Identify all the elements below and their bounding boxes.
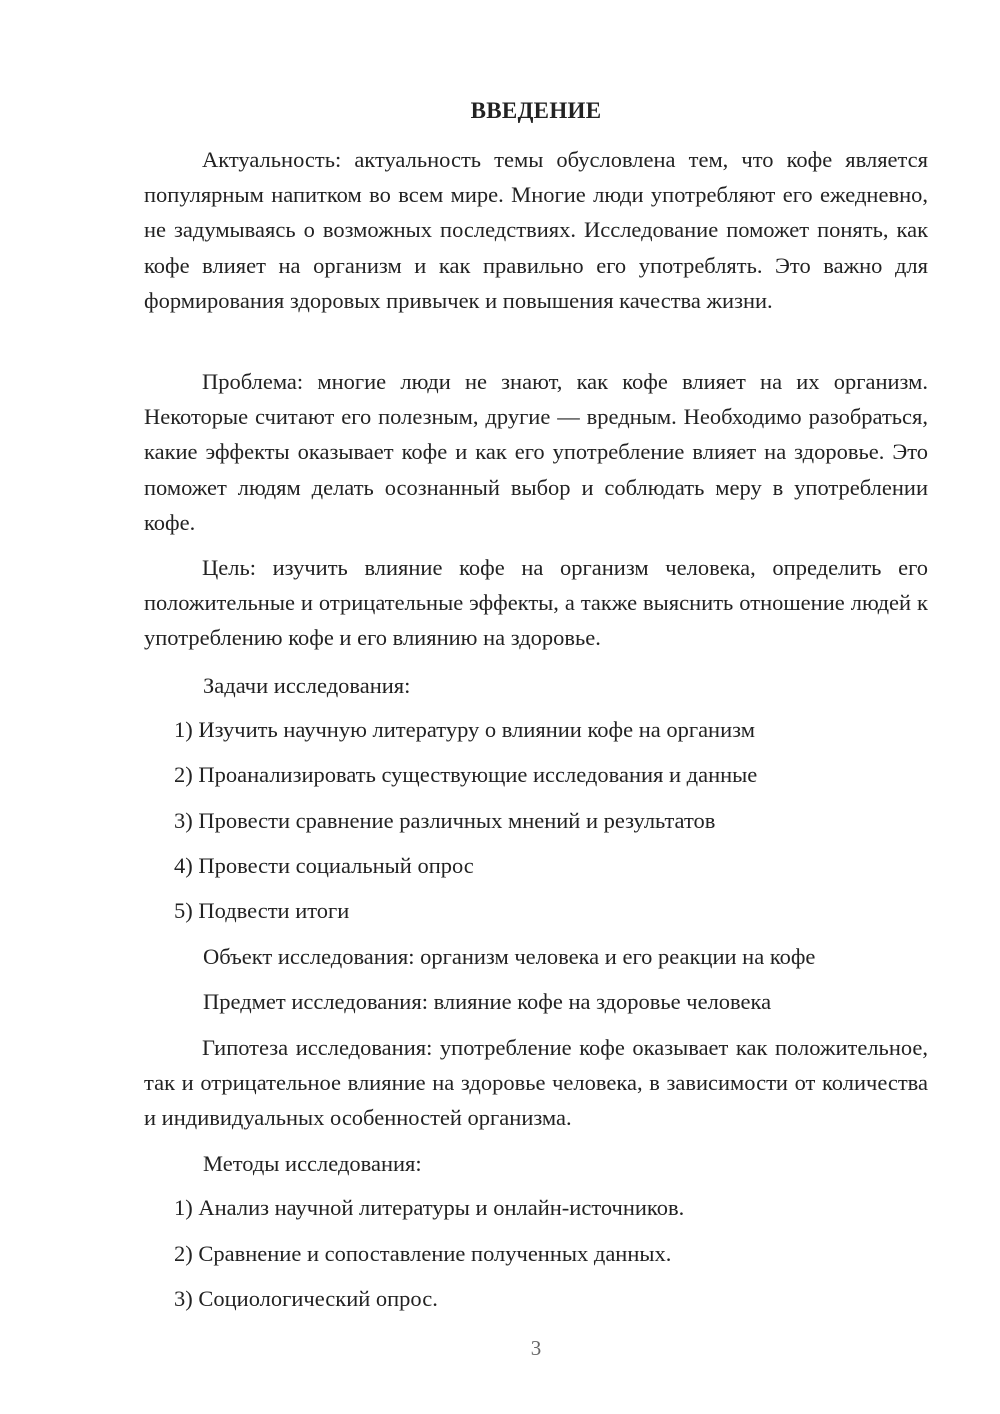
page-number: 3 bbox=[530, 1336, 542, 1360]
research-subject: Предмет исследования: влияние кофе на здоровье человека bbox=[203, 989, 772, 1014]
hypothesis-paragraph: Гипотеза исследования: употребление кофе оказывает как положительное, так и отрицательное влияние на здоровье человека, в зависимости от количества и индивидуальных особенностей организма. bbox=[144, 1035, 928, 1131]
task-item: 5) Подвести итоги bbox=[174, 898, 350, 923]
section-title: ВВЕДЕНИЕ bbox=[470, 98, 602, 123]
method-item: 1) Анализ научной литературы и онлайн-источников. bbox=[174, 1195, 685, 1220]
goal-paragraph: Цель: изучить влияние кофе на организм человека, определить его положительные и отрицательные эффекты, а также выяснить отношение людей к употреблению кофе и его влиянию на здоровье. bbox=[144, 555, 928, 651]
research-object: Объект исследования: организм человека и его реакции на кофе bbox=[203, 944, 816, 969]
problem-paragraph: Проблема: многие люди не знают, как кофе влияет на их организм. Некоторые считают его полезным, другие — вредным. Необходимо разобраться, какие эффекты оказывает кофе и как его употребление влияет на здоровье. Это поможет людям делать осознанный выбор и соблюдать меру в употреблении кофе. bbox=[144, 369, 928, 535]
relevance-paragraph: Актуальность: актуальность темы обусловлена тем, что кофе является популярным напитком во всем мире. Многие люди употребляют его ежедневно, не задумываясь о возможных последствиях. Исследование поможет понять, как кофе влияет на организм и как правильно его употреблять. Это важно для формирования здоровых привычек и повышения качества жизни. bbox=[144, 147, 928, 313]
method-item: 3) Социологический опрос. bbox=[174, 1286, 438, 1311]
task-item: 1) Изучить научную литературу о влиянии кофе на организм bbox=[174, 717, 755, 742]
tasks-heading: Задачи исследования: bbox=[203, 673, 411, 698]
method-item: 2) Сравнение и сопоставление полученных данных. bbox=[174, 1241, 672, 1266]
task-item: 3) Провести сравнение различных мнений и результатов bbox=[174, 808, 716, 833]
task-item: 2) Проанализировать существующие исследования и данные bbox=[174, 762, 758, 787]
task-item: 4) Провести социальный опрос bbox=[174, 853, 474, 878]
methods-heading: Методы исследования: bbox=[203, 1151, 422, 1176]
